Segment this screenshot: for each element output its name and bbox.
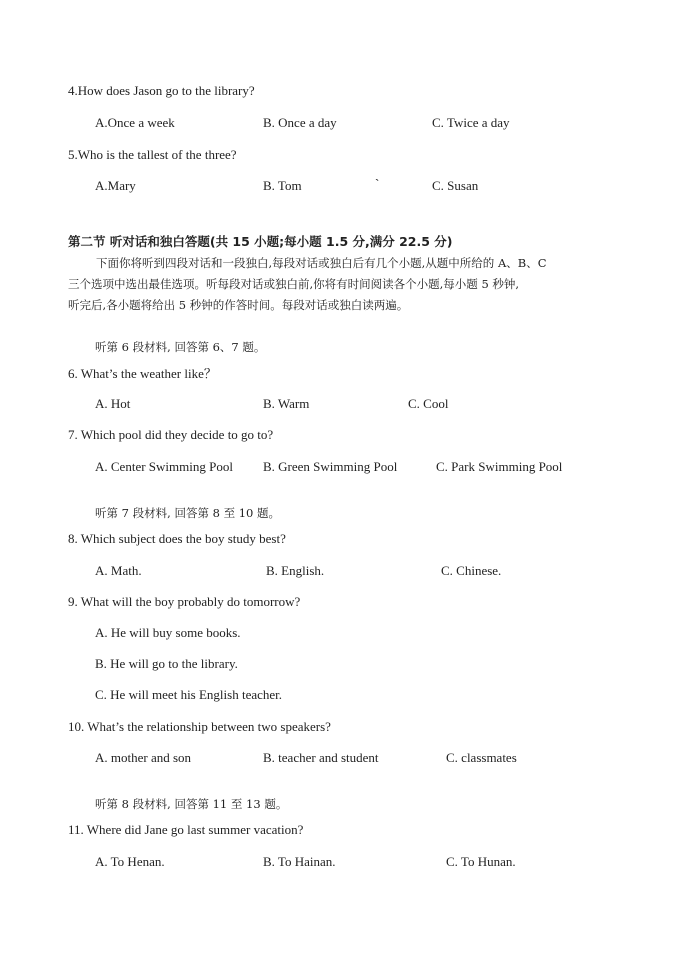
instructions-line-2: 三个选项中选出最佳选项。听每段对话或独白前,你将有时间阅读各个小题,每小题 5 秒钟, bbox=[68, 277, 520, 291]
question-8: 8. Which subject does the boy study best? bbox=[68, 531, 286, 546]
material-6-label: 听第 6 段材料, 回答第 6、7 题。 bbox=[95, 340, 266, 354]
q11-option-a: A. To Henan. bbox=[95, 854, 165, 869]
material-8-label: 听第 8 段材料, 回答第 11 至 13 题。 bbox=[95, 797, 288, 811]
question-10: 10. What’s the relationship between two speakers? bbox=[68, 719, 331, 734]
q10-option-a: A. mother and son bbox=[95, 750, 192, 765]
q4-option-c: C. Twice a day bbox=[432, 115, 510, 130]
q9-option-b: B. He will go to the library. bbox=[95, 656, 238, 671]
q4-option-b: B. Once a day bbox=[263, 115, 337, 130]
q8-option-a: A. Math. bbox=[95, 563, 142, 578]
section-heading: 第二节 听对话和独白答题(共 15 小题;每小题 1.5 分,满分 22.5 分) bbox=[68, 234, 453, 249]
q9-option-a: A. He will buy some books. bbox=[95, 625, 241, 640]
q5-stray-mark: ` bbox=[375, 176, 380, 191]
q4-option-a: A.Once a week bbox=[95, 115, 175, 130]
question-6: 6. What’s the weather like？ bbox=[68, 366, 217, 381]
q8-option-b: B. English. bbox=[266, 563, 325, 578]
q10-option-c: C. classmates bbox=[446, 750, 517, 765]
q5-option-c: C. Susan bbox=[432, 178, 479, 193]
q11-option-c: C. To Hunan. bbox=[446, 854, 516, 869]
q6-option-b: B. Warm bbox=[263, 396, 310, 411]
q10-option-b: B. teacher and student bbox=[263, 750, 379, 765]
q5-option-a: A.Mary bbox=[95, 178, 136, 193]
q6-option-a: A. Hot bbox=[95, 396, 131, 411]
question-11: 11. Where did Jane go last summer vacation? bbox=[68, 822, 304, 837]
q11-option-b: B. To Hainan. bbox=[263, 854, 336, 869]
q7-option-b: B. Green Swimming Pool bbox=[263, 459, 398, 474]
question-7: 7. Which pool did they decide to go to? bbox=[68, 427, 274, 442]
q9-option-c: C. He will meet his English teacher. bbox=[95, 687, 283, 702]
question-5: 5.Who is the tallest of the three? bbox=[68, 147, 237, 162]
q6-option-c: C. Cool bbox=[408, 396, 449, 411]
material-7-label: 听第 7 段材料, 回答第 8 至 10 题。 bbox=[95, 506, 281, 520]
q7-option-c: C. Park Swimming Pool bbox=[436, 459, 563, 474]
question-4: 4.How does Jason go to the library? bbox=[68, 83, 255, 98]
question-9: 9. What will the boy probably do tomorrow? bbox=[68, 594, 301, 609]
q7-option-a: A. Center Swimming Pool bbox=[95, 459, 233, 474]
instructions-line-3: 听完后,各小题将给出 5 秒钟的作答时间。每段对话或独白读两遍。 bbox=[68, 298, 409, 312]
q8-option-c: C. Chinese. bbox=[441, 563, 502, 578]
instructions-line-1: 下面你将听到四段对话和一段独白,每段对话或独白后有几个小题,从题中所给的 A、B、C bbox=[96, 256, 547, 270]
q5-option-b: B. Tom bbox=[263, 178, 302, 193]
